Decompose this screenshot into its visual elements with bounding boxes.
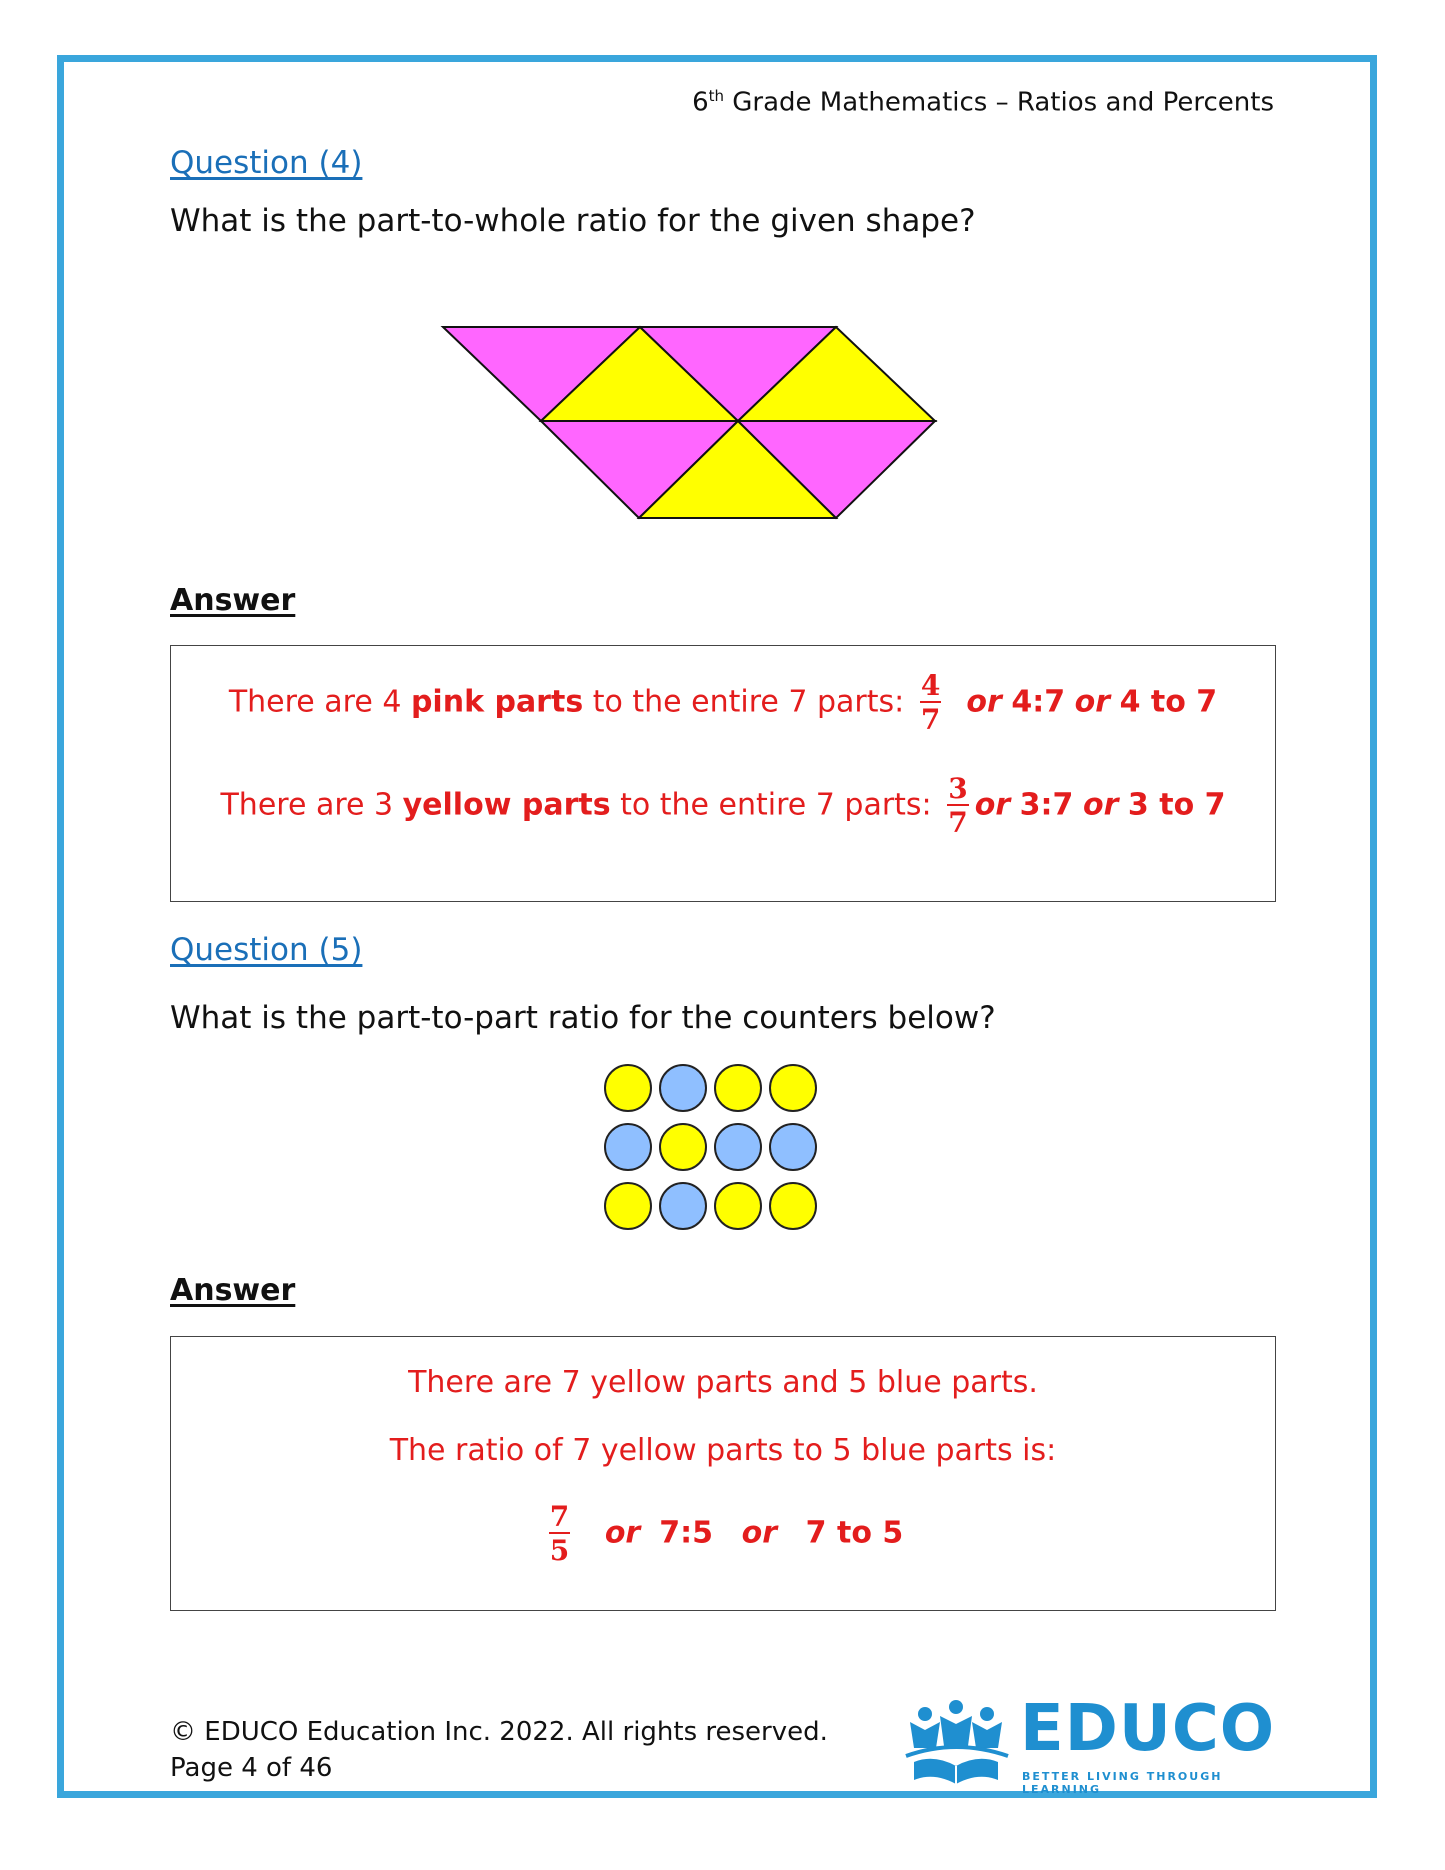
line-text: to the entire 7 parts: — [583, 684, 905, 720]
question-5-text: What is the part-to-part ratio for the counters below? — [170, 1000, 996, 1036]
blue-counter — [715, 1124, 761, 1170]
answer-label-5: Answer — [170, 1273, 296, 1308]
answer-4-line-2 — [171, 774, 1275, 838]
answer-box-4 — [170, 645, 1276, 902]
question-4-text: What is the part-to-whole ratio for the given shape? — [170, 203, 976, 239]
fraction-numerator: 3 — [948, 772, 968, 805]
line-text: There are 4 — [228, 684, 411, 720]
logo-name: EDUCO — [1020, 1692, 1276, 1766]
header-grade: 6 — [692, 87, 709, 118]
blue-counter — [660, 1183, 706, 1229]
or-word: or — [741, 1515, 778, 1551]
yellow-counter — [770, 1183, 816, 1229]
line-bold: yellow parts — [402, 787, 611, 823]
question-4-title: Question (4) — [170, 145, 363, 181]
header-title: Grade Mathematics – Ratios and Percents — [724, 87, 1274, 118]
logo-icon — [900, 1700, 1015, 1788]
counters-grid — [600, 1060, 830, 1240]
answer-4-line-1 — [171, 671, 1275, 735]
fraction-denominator: 7 — [948, 806, 968, 840]
ratio-to: 3 to 7 — [1127, 787, 1226, 823]
or-word: or — [974, 787, 1011, 823]
ratio-colon: 3:7 — [1019, 787, 1074, 823]
or-word: or — [1074, 684, 1111, 720]
page-number: Page 4 of 46 — [170, 1753, 333, 1783]
fraction-denominator: 5 — [549, 1534, 570, 1568]
yellow-counter — [715, 1183, 761, 1229]
fraction — [549, 1502, 570, 1566]
yellow-counter — [605, 1065, 651, 1111]
ratio-colon: 7:5 — [659, 1515, 714, 1551]
or-word: or — [604, 1515, 641, 1551]
line-bold: pink parts — [410, 684, 584, 720]
logo-tagline: BETTER LIVING THROUGH LEARNING — [1022, 1770, 1223, 1796]
ratio-to: 4 to 7 — [1119, 684, 1218, 720]
fraction-numerator: 4 — [920, 669, 941, 702]
blue-counter — [770, 1124, 816, 1170]
or-word: or — [1082, 787, 1119, 823]
ratio-to: 7 to 5 — [805, 1515, 904, 1551]
yellow-counter — [770, 1065, 816, 1111]
copyright: © EDUCO Education Inc. 2022. All rights reserved. — [170, 1717, 828, 1747]
answer-5-line-3 — [171, 1502, 1275, 1566]
fraction — [920, 671, 941, 735]
fraction-denominator: 7 — [920, 703, 941, 737]
blue-counter — [605, 1124, 651, 1170]
blue-counter — [660, 1065, 706, 1111]
fraction — [947, 774, 968, 838]
yellow-counter — [715, 1065, 761, 1111]
line-text: to the entire 7 parts: — [610, 787, 932, 823]
educo-logo — [900, 1692, 1276, 1796]
answer-box-5 — [170, 1336, 1276, 1611]
ratio-colon: 4:7 — [1011, 684, 1066, 720]
answer-5-line-1: There are 7 yellow parts and 5 blue parts. — [408, 1365, 1038, 1400]
fraction-numerator: 7 — [549, 1500, 570, 1533]
question-5-title: Question (5) — [170, 932, 363, 968]
or-word: or — [966, 684, 1002, 720]
yellow-counter — [605, 1183, 651, 1229]
header-grade-sup: th — [708, 87, 724, 105]
triangle-shape — [440, 323, 940, 523]
answer-5-line-2: The ratio of 7 yellow parts to 5 blue parts is: — [389, 1433, 1057, 1468]
answer-label-4: Answer — [170, 583, 296, 618]
yellow-counter — [660, 1124, 706, 1170]
line-text: There are 3 — [220, 787, 403, 823]
page-header — [692, 87, 1274, 118]
